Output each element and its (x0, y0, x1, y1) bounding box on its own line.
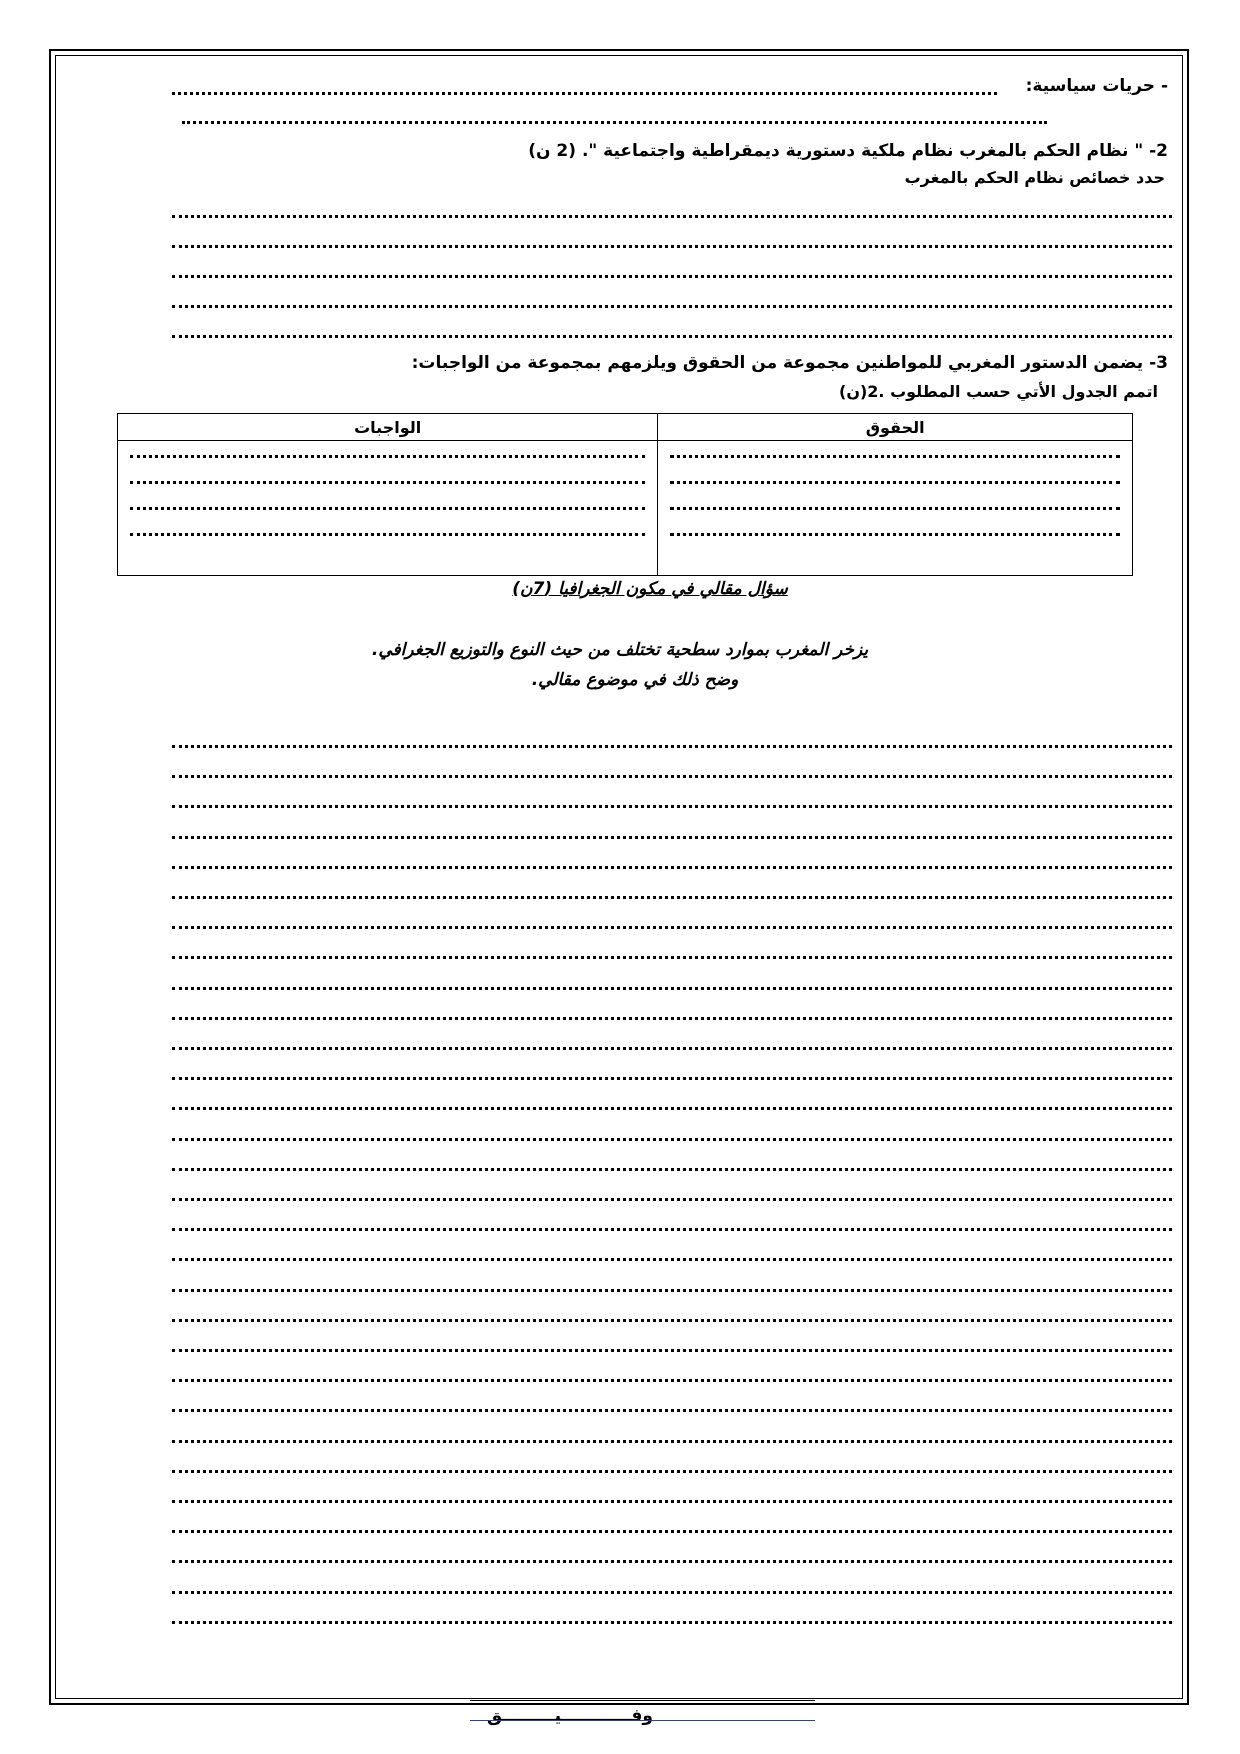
essay-answer-line[interactable] (172, 775, 1172, 778)
essay-answer-line[interactable] (172, 1168, 1172, 1171)
column-header-duties: الواجبات (118, 414, 658, 441)
essay-answer-line[interactable] (172, 1591, 1172, 1594)
essay-answer-line[interactable] (172, 1379, 1172, 1382)
essay-answer-line[interactable] (172, 1440, 1172, 1443)
duties-cell[interactable] (118, 441, 658, 576)
rights-cell[interactable] (658, 441, 1133, 576)
essay-answer-line[interactable] (172, 1409, 1172, 1412)
essay-answer-line[interactable] (172, 956, 1172, 959)
essay-answer-line[interactable] (172, 1289, 1172, 1292)
essay-answer-line[interactable] (172, 1470, 1172, 1473)
answer-line[interactable] (670, 481, 1120, 484)
essay-answer-line[interactable] (172, 896, 1172, 899)
essay-answer-line[interactable] (172, 1198, 1172, 1201)
essay-answer-line[interactable] (172, 745, 1172, 748)
essay-answer-line[interactable] (172, 1621, 1172, 1624)
answer-line[interactable] (172, 215, 1172, 218)
essay-answer-line[interactable] (172, 1017, 1172, 1020)
answer-line[interactable] (670, 507, 1120, 510)
answer-line[interactable] (172, 335, 1172, 338)
answer-line[interactable] (670, 455, 1120, 458)
essay-answer-line[interactable] (172, 1530, 1172, 1533)
signature-underline (470, 1700, 815, 1701)
essay-statement: يزخر المغرب بموارد سطحية تختلف من حيث النوع والتوزيع الجغرافي. (371, 640, 869, 660)
answer-line[interactable] (172, 92, 997, 95)
answer-line[interactable] (172, 305, 1172, 308)
answer-line[interactable] (130, 507, 645, 510)
column-header-rights: الحقوق (658, 414, 1133, 441)
essay-task: وضح ذلك في موضوع مقالي. (531, 670, 739, 690)
good-luck-text: وفــــــــــــيـــــــــق (487, 1706, 653, 1726)
essay-section-title: سؤال مقالي في مكون الجغرافيا (7ن) (512, 579, 788, 599)
footer-rule (470, 1720, 815, 1721)
essay-answer-line[interactable] (172, 805, 1172, 808)
essay-answer-line[interactable] (172, 1349, 1172, 1352)
answer-line[interactable] (130, 533, 645, 536)
essay-answer-line[interactable] (172, 1500, 1172, 1503)
essay-answer-line[interactable] (172, 1560, 1172, 1563)
question-3-instruction: اتمم الجدول الأتي حسب المطلوب .2(ن) (839, 382, 1158, 401)
rights-duties-table (117, 413, 1133, 576)
essay-answer-line[interactable] (172, 1138, 1172, 1141)
question-2-instruction: حدد خصائص نظام الحكم بالمغرب (904, 168, 1165, 187)
essay-answer-line[interactable] (172, 1258, 1172, 1261)
question-3-prompt: 3- يضمن الدستور المغربي للمواطنين مجموعة من الحقوق ويلزمهم بمجموعة من الواجبات: (411, 353, 1168, 373)
answer-line[interactable] (172, 275, 1172, 278)
essay-answer-line[interactable] (172, 1077, 1172, 1080)
question-2-prompt: 2- " نظام الحكم بالمغرب نظام ملكية دستورية ديمقراطية واجتماعية ". (2 ن) (528, 141, 1168, 161)
answer-line[interactable] (130, 455, 645, 458)
answer-line[interactable] (182, 121, 1047, 124)
answer-line[interactable] (670, 533, 1120, 536)
political-freedoms-label: - حريات سياسية: (1025, 76, 1168, 96)
essay-answer-line[interactable] (172, 1047, 1172, 1050)
essay-answer-line[interactable] (172, 1228, 1172, 1231)
answer-line[interactable] (172, 245, 1172, 248)
essay-answer-line[interactable] (172, 866, 1172, 869)
page-border-inner (55, 55, 1183, 1699)
essay-answer-line[interactable] (172, 1107, 1172, 1110)
essay-answer-line[interactable] (172, 926, 1172, 929)
answer-line[interactable] (130, 481, 645, 484)
essay-answer-line[interactable] (172, 1319, 1172, 1322)
essay-answer-line[interactable] (172, 836, 1172, 839)
essay-answer-line[interactable] (172, 987, 1172, 990)
